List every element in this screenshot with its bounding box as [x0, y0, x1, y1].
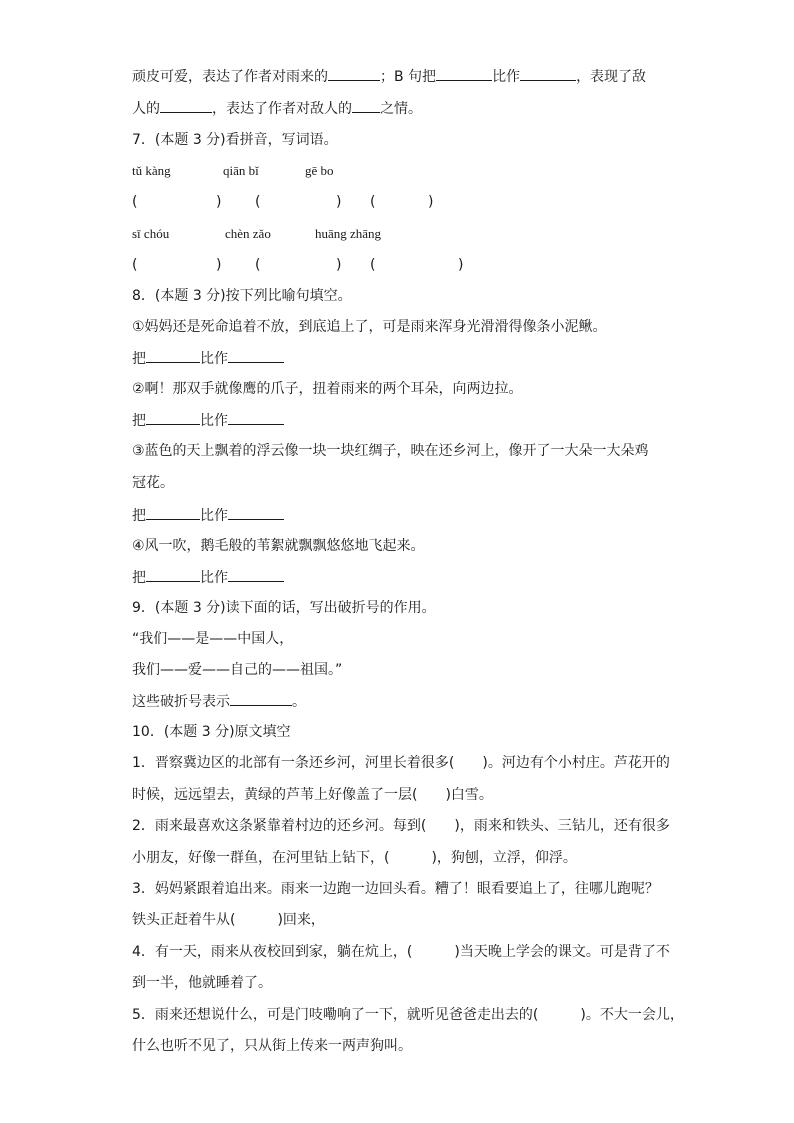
paren-close: ): [458, 257, 464, 273]
ba-label: 把: [132, 570, 146, 586]
sentence-1: ①妈妈还是死命追着不放，到底追上了，可是雨来浑身光滑滑得像条小泥鳅。: [132, 319, 607, 335]
paren-open: (: [255, 257, 261, 273]
answer-blank[interactable]: [160, 99, 212, 113]
bizuo-label: 比作: [200, 508, 228, 524]
item-3b: 铁头正赶着牛从( )回来，: [132, 912, 325, 928]
ba-bizuo-line: [132, 411, 284, 430]
item-3a: 3．妈妈紧跟着追出来。雨来一边跑一边回头看。糟了！眼看要追上了，往哪儿跑呢？: [132, 881, 659, 897]
bizuo-label: 比作: [200, 413, 228, 429]
question-8-title: 8．(本题 3 分)按下列比喻句填空。: [132, 288, 352, 304]
answer-blank[interactable]: [352, 99, 380, 113]
ba-bizuo-line: [132, 568, 284, 587]
sentence-2: ②啊！那双手就像鹰的爪子，扭着雨来的两个耳朵，向两边拉。: [132, 381, 523, 397]
ba-bizuo-line: [132, 506, 284, 525]
question-9-title: 9．(本题 3 分)读下面的话，写出破折号的作用。: [132, 600, 436, 616]
answer-blank[interactable]: [146, 411, 200, 425]
answer-blank[interactable]: [146, 568, 200, 582]
paren-close: ): [216, 257, 222, 273]
paren-open: (: [132, 257, 138, 273]
pinyin-4: sī chóu: [132, 226, 170, 241]
pinyin-1: tǔ kàng: [132, 163, 171, 178]
answer-blank[interactable]: [436, 67, 492, 81]
quote-line-1: “我们——是——中国人，: [132, 631, 294, 647]
sentence-3a: ③蓝色的天上飘着的浮云像一块一块红绸子，映在还乡河上，像开了一大朵一大朵鸡: [132, 443, 649, 459]
item-5b: 什么也听不见了，只从街上传来一两声狗叫。: [132, 1038, 412, 1054]
answer-blank[interactable]: [228, 349, 284, 363]
ba-label: 把: [132, 413, 146, 429]
sentence-3b: 冠花。: [132, 475, 174, 491]
paren-open: (: [255, 194, 261, 210]
dash-meaning-line: [132, 692, 306, 711]
ba-label: 把: [132, 351, 146, 367]
pinyin-5: chèn zǎo: [225, 226, 271, 241]
fill-line-2: [132, 99, 422, 118]
text-segment: 之情。: [380, 101, 422, 117]
quote-line-2: 我们——爱——自己的——祖国。”: [132, 662, 343, 678]
text-segment: 顽皮可爱，表达了作者对雨来的: [132, 69, 328, 85]
answer-blank[interactable]: [230, 692, 292, 706]
ba-bizuo-line: [132, 349, 284, 368]
sentence-4: ④风一吹，鹅毛般的苇絮就飘飘悠悠地飞起来。: [132, 538, 425, 554]
item-2a: 2．雨来最喜欢这条紧靠着村边的还乡河。每到( )，雨来和铁头、三钻儿，还有很多: [132, 818, 670, 834]
pinyin-3: gē bo: [305, 163, 334, 178]
text-segment: 比作: [492, 69, 521, 85]
paren-close: ): [336, 257, 342, 273]
item-2b: 小朋友，好像一群鱼，在河里钻上钻下，( )，狗刨，立浮，仰浮。: [132, 850, 577, 866]
question-10-title: 10．(本题 3 分)原文填空: [132, 724, 291, 740]
text-segment: ，表达了作者对敌人的: [212, 101, 352, 117]
paren-open: (: [370, 194, 376, 210]
item-4b: 到一半，他就睡着了。: [132, 975, 272, 991]
item-1b: 时候，远远望去，黄绿的芦苇上好像盖了一层( )白雪。: [132, 787, 493, 803]
text-segment: 人的: [132, 101, 160, 117]
paren-open: (: [132, 194, 138, 210]
paren-close: ): [428, 194, 434, 210]
pinyin-2: qiān bǐ: [223, 163, 259, 178]
paren-open: (: [370, 257, 376, 273]
item-1a: 1．晋察冀边区的北部有一条还乡河，河里长着很多( )。河边有个小村庄。芦花开的: [132, 755, 670, 771]
answer-blank[interactable]: [146, 506, 200, 520]
pinyin-6: huāng zhāng: [315, 226, 382, 241]
item-4a: 4．有一天，雨来从夜校回到家，躺在炕上，( )当天晚上学会的课文。可是背了不: [132, 944, 670, 960]
text-segment: ，表现了敌: [576, 69, 647, 85]
text-segment: ；B 句把: [380, 69, 437, 85]
answer-blank[interactable]: [228, 411, 284, 425]
bizuo-label: 比作: [200, 351, 228, 367]
answer-blank[interactable]: [146, 349, 200, 363]
text-segment: 。: [292, 694, 306, 710]
fill-line-1: [132, 67, 646, 86]
paren-close: ): [216, 194, 222, 210]
answer-blank[interactable]: [328, 67, 380, 81]
question-7-title: 7．(本题 3 分)看拼音，写词语。: [132, 132, 338, 148]
text-segment: 这些破折号表示: [132, 694, 230, 710]
answer-blank[interactable]: [520, 67, 576, 81]
paren-close: ): [336, 194, 342, 210]
answer-blank[interactable]: [228, 568, 284, 582]
ba-label: 把: [132, 508, 146, 524]
item-5a: 5．雨来还想说什么，可是门吱嘞响了一下，就听见爸爸走出去的( )。不大一会儿，: [132, 1007, 684, 1023]
bizuo-label: 比作: [200, 570, 228, 586]
answer-blank[interactable]: [228, 506, 284, 520]
